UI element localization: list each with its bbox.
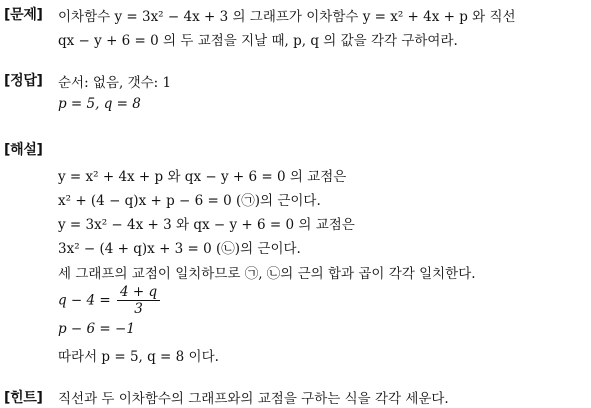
solution-equation-1 [58, 284, 160, 317]
equation-1-fraction [117, 284, 160, 317]
problem-text-line-1: 이차함수 y = 3x² − 4x + 3 의 그래프가 이차함수 y = x² + 4x + p 와 직선 [58, 9, 516, 25]
solution-label: [해설] [4, 142, 43, 158]
fraction-denominator: 3 [134, 301, 143, 317]
solution-line-3: y = 3x² − 4x + 3 와 qx − y + 6 = 0 의 교점은 [58, 217, 355, 233]
hint-label: [힌트] [4, 390, 43, 406]
problem-text-line-2: qx − y + 6 = 0 의 두 교점을 지날 때, p, q 의 값을 각각 구하여라. [58, 33, 458, 49]
answer-order-count: 순서: 없음, 갯수: 1 [58, 75, 172, 91]
answer-values: p = 5, q = 8 [58, 96, 141, 112]
fraction-numerator: 4 + q [117, 284, 160, 301]
solution-line-2: x² + (4 − q)x + p − 6 = 0 (㉠)의 근이다. [58, 193, 321, 209]
solution-conclusion: 따라서 p = 5, q = 8 이다. [58, 349, 219, 365]
solution-equation-2: p − 6 = −1 [58, 321, 135, 337]
solution-line-5: 세 그래프의 교점이 일치하므로 ㉠, ㉡의 근의 합과 곱이 각각 일치한다. [58, 266, 476, 282]
hint-text: 직선과 두 이차함수의 그래프와의 교점을 구하는 식을 각각 세운다. [58, 391, 449, 407]
solution-line-1: y = x² + 4x + p 와 qx − y + 6 = 0 의 교점은 [58, 169, 347, 185]
solution-line-4: 3x² − (4 + q)x + 3 = 0 (㉡)의 근이다. [58, 241, 301, 257]
problem-label: [문제] [4, 7, 43, 23]
equation-1-lhs: q − 4 = [58, 292, 111, 309]
answer-label: [정답] [4, 73, 43, 89]
